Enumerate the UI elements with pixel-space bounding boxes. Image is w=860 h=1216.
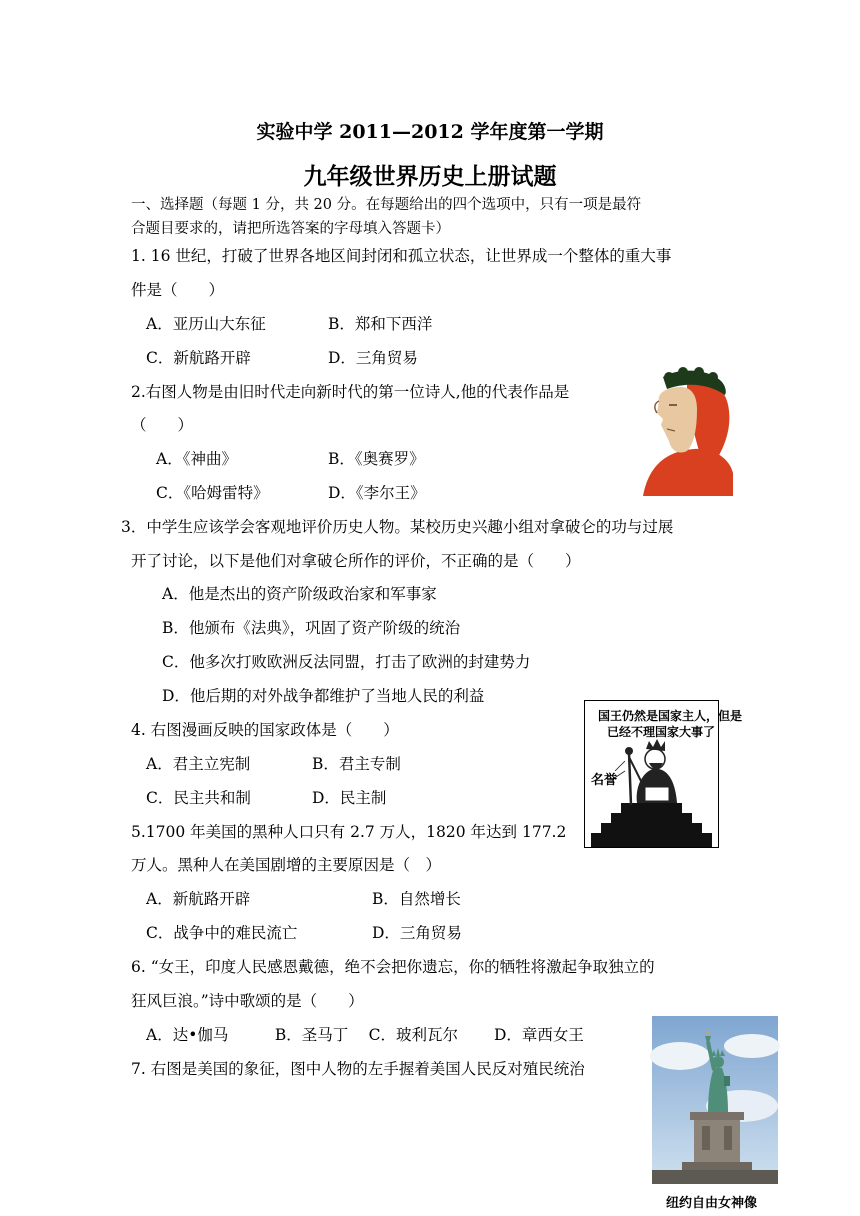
q1-text-line1: 1. 16 世纪，打破了世界各地区间封闭和孤立状态，让世界成一个整体的重大事 <box>131 247 672 265</box>
q2-text-line2: （ ） <box>131 416 194 434</box>
q1-option-b: B．郑和下西洋 <box>328 315 433 333</box>
cartoon-caption-line1: 国王仍然是国家主人，但是 <box>598 709 743 723</box>
q4-option-a: A．君主立宪制 <box>146 755 251 773</box>
statue-caption: 纽约自由女神像 <box>666 1196 758 1211</box>
section-instruction-line2: 合题目要求的，请把所选答案的字母填入答题卡） <box>131 221 450 237</box>
q5-text-line1: 5.1700 年美国的黑种人口只有 2.7 万人，1820 年达到 177.2 <box>131 823 567 841</box>
q4-option-b: B．君主专制 <box>312 755 401 773</box>
q4-text-line1: 4. 右图漫画反映的国家政体是（ ） <box>131 721 399 739</box>
q1-option-d: D．三角贸易 <box>328 349 418 367</box>
q2-option-c: C．《哈姆雷特》 <box>156 484 269 502</box>
q3-option-b: B．他颁布《法典》，巩固了资产阶级的统治 <box>162 619 461 637</box>
section-instruction-line1: 一、选择题（每题 1 分，共 20 分。在每题给出的四个选项中，只有一项是最符 <box>131 197 642 213</box>
q4-option-d: D．民主制 <box>312 789 387 807</box>
q5-text-line2: 万人。黑种人在美国剧增的主要原因是（ ） <box>131 856 442 874</box>
q1-option-c: C．新航路开辟 <box>146 349 251 367</box>
q3-option-d: D．他后期的对外战争都维护了当地人民的利益 <box>162 687 485 705</box>
q3-option-c: C．他多次打败欧洲反法同盟，打击了欧洲的封建势力 <box>162 653 531 671</box>
q3-text-line1: 3．中学生应该学会客观地评价历史人物。某校历史兴趣小组对拿破仑的功与过展 <box>121 518 674 536</box>
q1-text-line2: 件是（ ） <box>131 281 225 299</box>
q6-text-line2: 狂风巨浪。”诗中歌颂的是（ ） <box>131 992 364 1010</box>
dante-portrait-image <box>639 363 733 496</box>
exam-title: 九年级世界历史上册试题 <box>303 163 557 190</box>
q5-option-b: B．自然增长 <box>372 890 461 908</box>
cartoon-label-honorary: 名誉 <box>591 773 618 788</box>
q3-option-a: A．他是杰出的资产阶级政治家和军事家 <box>162 585 437 603</box>
q4-option-c: C．民主共和制 <box>146 789 251 807</box>
q5-option-c: C．战争中的难民流亡 <box>146 924 298 942</box>
q2-text-line1: 2.右图人物是由旧时代走向新时代的第一位诗人,他的代表作品是 <box>131 383 570 401</box>
q5-option-a: A．新航路开辟 <box>146 890 251 908</box>
q2-option-b: B．《奥赛罗》 <box>328 450 425 468</box>
q6-text-line1: 6. “女王，印度人民感恩戴德，绝不会把你遗忘，你的牺牲将激起争取独立的 <box>131 958 655 976</box>
king-cartoon-image <box>584 700 743 848</box>
q2-option-a: A．《神曲》 <box>156 450 237 468</box>
cartoon-caption-line2: 已经不理国家大事了 <box>607 725 716 739</box>
q2-option-d: D．《李尔王》 <box>328 484 426 502</box>
school-term-title: 实验中学 2011—2012 学年度第一学期 <box>256 121 604 143</box>
statue-of-liberty-image <box>652 1016 778 1184</box>
q6-options: A．达•伽马 B．圣马丁 C．玻利瓦尔 D．章西女王 <box>146 1026 584 1044</box>
q1-option-a: A．亚历山大东征 <box>146 315 266 333</box>
q7-text-line1: 7. 右图是美国的象征，图中人物的左手握着美国人民反对殖民统治 <box>131 1060 585 1078</box>
q5-option-d: D．三角贸易 <box>372 924 462 942</box>
q3-text-line2: 开了讨论，以下是他们对拿破仑所作的评价，不正确的是（ ） <box>131 552 581 570</box>
